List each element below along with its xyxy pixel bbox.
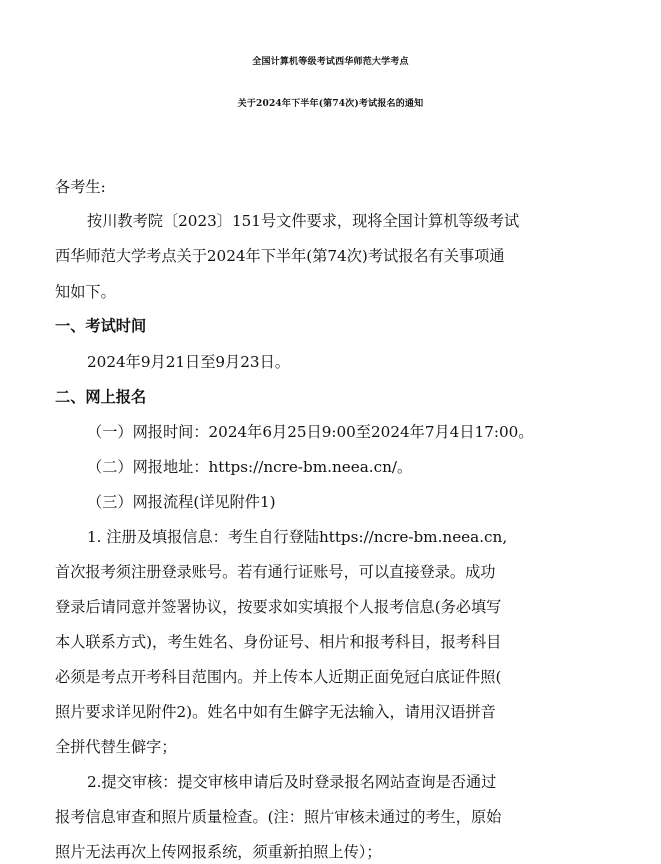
step1-line: 登录后请同意并签署协议，按要求如实填报个人报考信息(务必填写 — [55, 598, 502, 616]
section-heading-exam-time: 一、考试时间 — [55, 317, 147, 335]
step1-line: 1. 注册及填报信息：考生自行登陆https://ncre-bm.neea.cn, — [87, 528, 508, 546]
step2-line: 照片无法再次上传网报系统，须重新拍照上传）； — [55, 843, 382, 861]
intro-line: 西华师范大学考点关于2024年下半年(第74次)考试报名有关事项通 — [55, 247, 505, 265]
intro-line: 知如下。 — [55, 283, 116, 301]
title-line-1: 全国计算机等级考试西华师范大学考点 — [252, 57, 409, 67]
section-heading-online-registration: 二、网上报名 — [55, 388, 147, 406]
step1-line: 照片要求详见附件2)。姓名中如有生僻字无法输入，请用汉语拼音 — [55, 703, 496, 721]
registration-time-item: （一）网报时间：2024年6月25日9:00至2024年7月4日17:00。 — [87, 423, 534, 441]
step2-line: 2.提交审核：提交审核申请后及时登录报名网站查询是否通过 — [87, 773, 497, 791]
step1-line: 必须是考点开考科目范围内。并上传本人近期正面免冠白底证件照( — [55, 668, 502, 686]
step2-line: 报考信息审查和照片质量检查。(注：照片审核未通过的考生，原始 — [55, 808, 502, 826]
step1-line: 全拼代替生僻字； — [55, 738, 177, 756]
exam-dates: 2024年9月21日至9月23日。 — [87, 353, 290, 371]
registration-process-item: （三）网报流程(详见附件1) — [87, 493, 276, 511]
registration-url-item: （二）网报地址：https://ncre-bm.neea.cn/。 — [87, 458, 413, 476]
title-line-2: 关于2024年下半年(第74次)考试报名的通知 — [237, 99, 424, 109]
step1-line: 首次报考须注册登录账号。若有通行证账号，可以直接登录。成功 — [55, 563, 496, 581]
step1-line: 本人联系方式)，考生姓名、身份证号、相片和报考科目，报考科目 — [55, 633, 502, 651]
salutation: 各考生: — [55, 178, 106, 196]
intro-line: 按川教考院〔2023〕151号文件要求，现将全国计算机等级考试 — [87, 212, 520, 230]
